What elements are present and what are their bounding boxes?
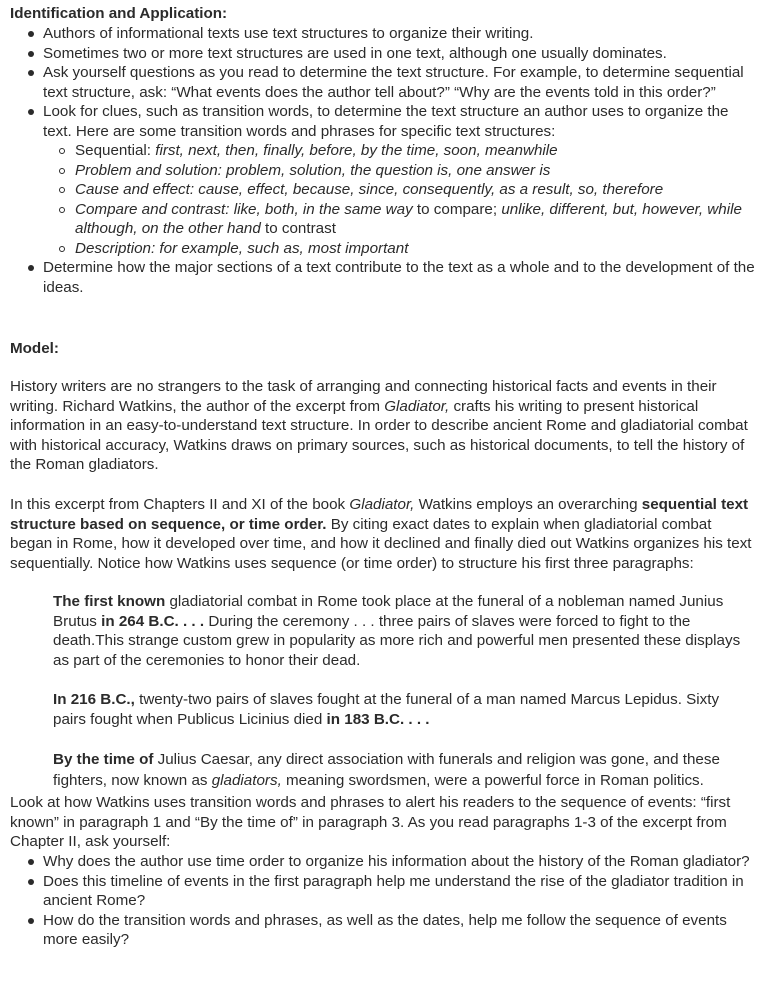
sub-item-cause-effect: Cause and effect: cause, effect, because, since, consequently, as a result, so, therefore	[43, 180, 756, 200]
transition-phrase: The first known	[53, 593, 166, 610]
italic-term: gladiators,	[211, 772, 282, 789]
text: twenty-two pairs of slaves fought at the funeral of a man named Marcus Lepidus. Sixty pairs fought when Publicus Licinius died	[53, 691, 720, 728]
sub-item-label: Sequential:	[75, 142, 156, 159]
model-paragraph-1	[10, 377, 756, 475]
transition-words-list	[43, 141, 756, 258]
section-heading-model: Model:	[10, 340, 59, 357]
sub-item-words: Compare and contrast: like, both, in the same way	[75, 200, 413, 218]
text: meaning swordsmen, were a powerful force in Roman politics.	[281, 772, 704, 789]
excerpt-paragraph-1	[53, 592, 754, 670]
emphasis: sequential text structure based on sequence, or time order.	[10, 496, 749, 533]
text: gladiatorial combat in Rome took place at the funeral of a nobleman named Junius Brutus	[53, 593, 724, 630]
list-item: Does this timeline of events in the first paragraph help me understand the rise of the gladiator tradition in ancient Rome?	[10, 872, 756, 911]
sub-item-compare-contrast	[43, 200, 756, 239]
text: crafts his writing to present historical information in an easy-to-understand text structure. In order to describe ancient Rome and gladiatorial combat with historical accuracy, Watkins draws on primary sources, such as historical documents, to tell the history of the Roman gladiators.	[10, 397, 748, 473]
model-paragraph-2	[10, 495, 756, 573]
text: Julius Caesar, any direct association with funerals and religion was gone, and these fighters, now known as	[53, 751, 720, 789]
sub-item-words: unlike, different, but, however, while although, on the other hand	[75, 200, 742, 237]
section-heading-identification: Identification and Application:	[10, 5, 228, 22]
list-item: How do the transition words and phrases, as well as the dates, help me follow the sequence of events more easily?	[10, 911, 756, 950]
date-phrase: In 216 B.C.,	[53, 691, 135, 708]
text: By citing exact dates to explain when gladiatorial combat began in Rome, how it developed over time, and how it declined and finally died out Watkins organizes his text sequentially. Notice how Watkins uses sequence (or time order) to structure his first three paragraphs:	[10, 515, 752, 572]
sub-item-sequential	[43, 141, 756, 161]
model-paragraph-3: Look at how Watkins uses transition words and phrases to alert his readers to the sequence of events: “first known” in paragraph 1 and “By the time of” in paragraph 3. As you read paragraphs 1-3 of the excerpt from Chapter II, ask yourself:	[10, 794, 731, 850]
book-title: Gladiator,	[384, 397, 450, 415]
transition-phrase: By the time of	[53, 751, 154, 768]
list-item-text: Look for clues, such as transition words, to determine the text structure an author uses to organize the text. Here are some transition words and phrases for specific text structures:	[43, 103, 729, 140]
excerpt-paragraph-3	[53, 749, 754, 791]
list-item: Sometimes two or more text structures are used in one text, although one usually dominates.	[10, 44, 756, 64]
text: Watkins employs an overarching	[414, 496, 642, 513]
sub-item-words: first, next, then, finally, before, by the time, soon, meanwhile	[155, 142, 558, 159]
sub-item-description: Description: for example, such as, most important	[43, 239, 756, 259]
date-phrase: in 264 B.C. . . .	[101, 612, 205, 630]
list-item: Determine how the major sections of a text contribute to the text as a whole and to the development of the ideas.	[10, 258, 756, 297]
sub-item-text: to compare;	[412, 200, 502, 218]
book-title: Gladiator,	[349, 496, 415, 513]
list-item	[10, 102, 756, 258]
sub-item-problem-solution: Problem and solution: problem, solution, the question is, one answer is	[43, 161, 756, 181]
list-item: Ask yourself questions as you read to determine the text structure. For example, to determine sequential text structure, ask: “What events does the author tell about?” “Why are the events told in this order?”	[10, 63, 756, 102]
text: During the ceremony . . . three pairs of slaves were forced to fight to the death.This strange custom grew in popularity as more rich and powerful men presented these displays as part of the ceremonies to honor their dead.	[53, 612, 741, 669]
sub-item-text: to contrast	[260, 220, 336, 237]
identification-list	[10, 24, 756, 297]
list-item: Why does the author use time order to organize his information about the history of the Roman gladiator?	[10, 852, 756, 872]
text: In this excerpt from Chapters II and XI of the book	[10, 496, 350, 513]
date-phrase: in 183 B.C. . . .	[326, 710, 430, 728]
excerpt-paragraph-2	[53, 690, 754, 729]
text: History writers are no strangers to the task of arranging and connecting historical facts and events in their writing. Richard Watkins, the author of the excerpt from	[10, 378, 717, 415]
list-item: Authors of informational texts use text structures to organize their writing.	[10, 24, 756, 44]
reflection-questions	[10, 852, 756, 950]
